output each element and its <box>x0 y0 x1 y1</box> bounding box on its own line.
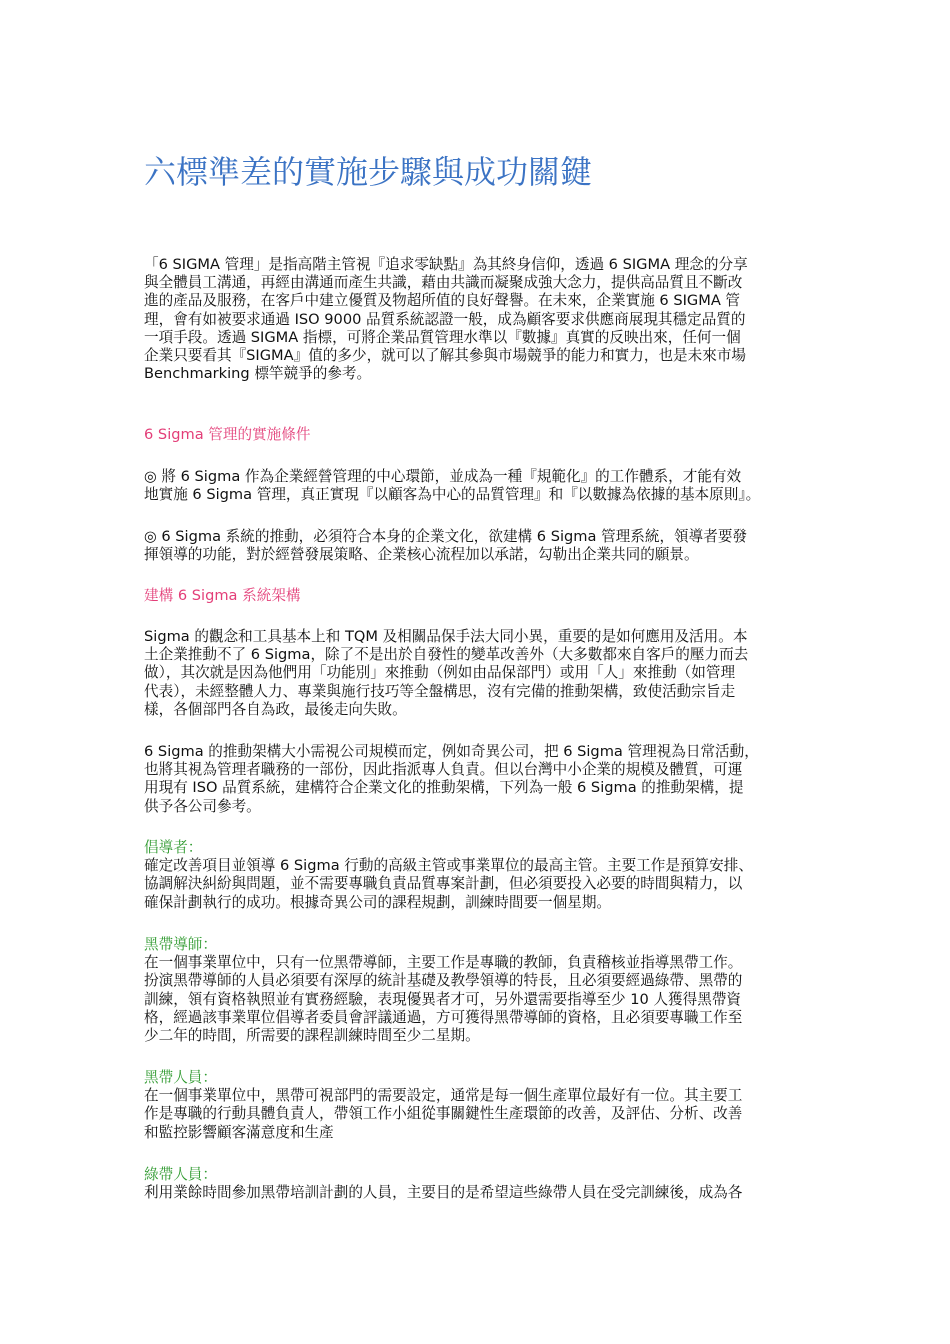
text-line: 作是專職的行動具體負責人，帶領工作小組從事關鍵性生產環節的改善，及評估、分析、改善 <box>144 1105 743 1123</box>
role-master-black-belt <box>144 936 814 1045</box>
section-heading-conditions: 6 Sigma 管理的實施條件 <box>144 426 311 443</box>
role-green-belt <box>144 1166 814 1202</box>
text-line: 土企業推動不了 6 Sigma，除了不是出於自發性的變革改善外（大多數都來自客戶的壓力而去 <box>144 646 749 664</box>
section-heading-architecture: 建構 6 Sigma 系統架構 <box>144 587 301 604</box>
text-line: 扮演黑帶導師的人員必須要有深厚的統計基礎及教學領導的特長，且必須要經過綠帶、黑帶的 <box>144 972 743 990</box>
role-label: 黑帶導師： <box>144 936 217 953</box>
role-label: 綠帶人員： <box>144 1166 217 1183</box>
text-line: 利用業餘時間參加黑帶培訓計劃的人員，主要目的是希望這些綠帶人員在受完訓練後，成為各 <box>144 1184 743 1202</box>
page-title: 六標準差的實施步驟與成功關鍵 <box>144 153 593 191</box>
text-line: 地實施 6 Sigma 管理，真正實現『以顧客為中心的品質管理』和『以數據為依據的基本原則』。 <box>144 486 761 504</box>
text-line: 樣，各個部門各自為政，最後走向失敗。 <box>144 700 407 718</box>
text-line: ◎ 6 Sigma 系統的推動，必須符合本身的企業文化，欲建構 6 Sigma 管理系統，領導者要發 <box>144 528 748 545</box>
text-line: 揮領導的功能，對於經營發展策略、企業核心流程加以承諾，勾勒出企業共同的願景。 <box>144 546 699 564</box>
text-line: Sigma 的觀念和工具基本上和 TQM 及相關品保手法大同小異，重要的是如何應用及活用。本 <box>144 628 748 645</box>
text-line: 少二年的時間，所需要的課程訓練時間至少二星期。 <box>144 1027 480 1045</box>
condition-paragraph-2 <box>144 528 814 564</box>
text-line: Benchmarking 標竿競爭的參考。 <box>144 365 372 383</box>
role-black-belt <box>144 1069 814 1142</box>
text-line: 做），其次就是因為他們用「功能別」來推動（例如由品保部門）或用「人」來推動（如管理 <box>144 664 736 682</box>
text-line: 用現有 ISO 品質系統，建構符合企業文化的推動架構，下列為一般 6 Sigma 的推動架構，提 <box>144 779 744 797</box>
text-line: 6 Sigma 的推動架構大小需視公司規模而定，例如奇異公司，把 6 Sigma 管理視為日常活動， <box>144 743 759 760</box>
text-line: 理，會有如被要求通過 ISO 9000 品質系統認證一般，成為顧客要求供應商展現其穩定品質的 <box>144 310 746 328</box>
text-line: 代表），未經整體人力、專業與施行技巧等全盤構思，沒有完備的推動架構，致使活動宗旨走 <box>144 682 736 700</box>
text-line: 進的產品及服務，在客戶中建立優質及物超所值的良好聲譽。在未來，企業實施 6 SIGMA 管 <box>144 292 741 310</box>
text-line: 企業只要看其『SIGMA』值的多少，就可以了解其參與市場競爭的能力和實力，也是未來市場 <box>144 347 747 365</box>
text-line: 確保計劃執行的成功。根據奇異公司的課程規劃，訓練時間要一個星期。 <box>144 893 612 911</box>
text-line: 確定改善項目並領導 6 Sigma 行動的高級主管或事業單位的最高主管。主要工作是預算安排、 <box>144 857 753 875</box>
role-label: 倡導者： <box>144 839 203 856</box>
architecture-paragraph-2 <box>144 743 814 816</box>
intro-paragraph <box>144 256 814 383</box>
text-line: 「6 SIGMA 管理」是指高階主管視『追求零缺點』為其終身信仰，透過 6 SIGMA 理念的分享 <box>144 256 748 273</box>
architecture-paragraph-1 <box>144 628 814 719</box>
text-line: 訓練，領有資格執照並有實務經驗，表現優異者才可，另外還需要指導至少 10 人獲得黑帶資 <box>144 990 742 1008</box>
text-line: 和監控影響顧客滿意度和生產 <box>144 1123 334 1141</box>
text-line: 在一個事業單位中，黑帶可視部門的需要設定，通常是每一個生產單位最好有一位。其主要工 <box>144 1087 743 1105</box>
text-line: 協調解決糾紛與問題，並不需要專職負責品質專案計劃，但必須要投入必要的時間與精力，以 <box>144 875 743 893</box>
text-line: 供予各公司參考。 <box>144 797 261 815</box>
text-line: 也將其視為管理者職務的一部份，因此指派專人負責。但以台灣中小企業的規模及體質，可運 <box>144 761 743 779</box>
role-champion <box>144 839 814 912</box>
condition-paragraph-1 <box>144 468 814 504</box>
text-line: 在一個事業單位中，只有一位黑帶導師，主要工作是專職的教師，負責稽核並指導黑帶工作。 <box>144 954 743 972</box>
text-line: 格，經過該事業單位倡導者委員會評議通過，方可獲得黑帶導師的資格，且必須要專職工作至 <box>144 1008 743 1026</box>
text-line: ◎ 將 6 Sigma 作為企業經營管理的中心環節，並成為一種『規範化』的工作體系，才能有效 <box>144 468 742 485</box>
role-label: 黑帶人員： <box>144 1069 217 1086</box>
text-line: 與全體員工溝通，再經由溝通而產生共識，藉由共識而凝聚成強大念力，提供高品質且不斷改 <box>144 274 743 292</box>
text-line: 一項手段。透過 SIGMA 指標，可將企業品質管理水準以『數據』真實的反映出來，任何一個 <box>144 328 741 346</box>
